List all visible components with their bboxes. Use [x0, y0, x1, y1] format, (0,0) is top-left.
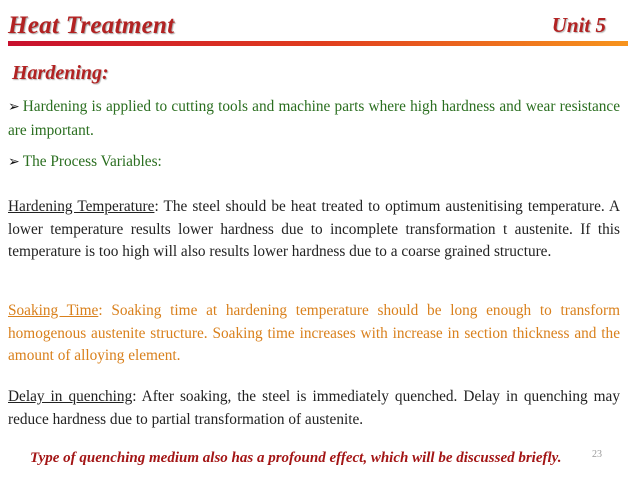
variable-text: The steel should be heat treated to optimum austenitising temperature. A lower temperature results lower hardness due to incomplete transformation t austenite. If this temperature is too high will also results lower hardness due to a coarse grained structure.	[8, 198, 620, 260]
unit-label: Unit 5	[551, 13, 606, 37]
variable-term: Soaking Time	[8, 302, 99, 319]
variable-term: Delay in quenching	[8, 388, 133, 405]
header-divider	[8, 41, 628, 46]
bullet-hardening-purpose	[8, 96, 620, 142]
slide-title: Heat Treatment	[8, 12, 175, 39]
variable-separator: :	[154, 198, 159, 215]
variable-text: After soaking, the steel is immediately quenched. Delay in quenching may reduce hardness due to partial transformation of austenite.	[8, 388, 620, 428]
variable-delay-in-quenching	[8, 386, 620, 431]
arrow-bullet-icon: ➢	[8, 155, 20, 170]
footer-note: Type of quenching medium also has a profound effect, which will be discussed briefly.	[30, 450, 562, 466]
arrow-bullet-icon: ➢	[8, 100, 20, 115]
variable-separator: :	[98, 302, 103, 319]
bullet-text: The Process Variables:	[22, 153, 162, 170]
variable-term: Hardening Temperature	[8, 198, 155, 215]
variable-hardening-temperature	[8, 196, 620, 264]
variable-separator: :	[132, 388, 137, 405]
bullet-process-variables	[8, 151, 620, 175]
page-number: 23	[592, 449, 602, 460]
section-heading: Hardening:	[12, 62, 109, 84]
variable-text: Soaking time at hardening temperature should be long enough to transform homogenous austenite structure. Soaking time increases with increase in section thickness and the amount of alloying element.	[8, 302, 620, 364]
bullet-text: Hardening is applied to cutting tools and machine parts where high hardness and wear resistance are important.	[8, 98, 620, 139]
variable-soaking-time	[8, 300, 620, 368]
